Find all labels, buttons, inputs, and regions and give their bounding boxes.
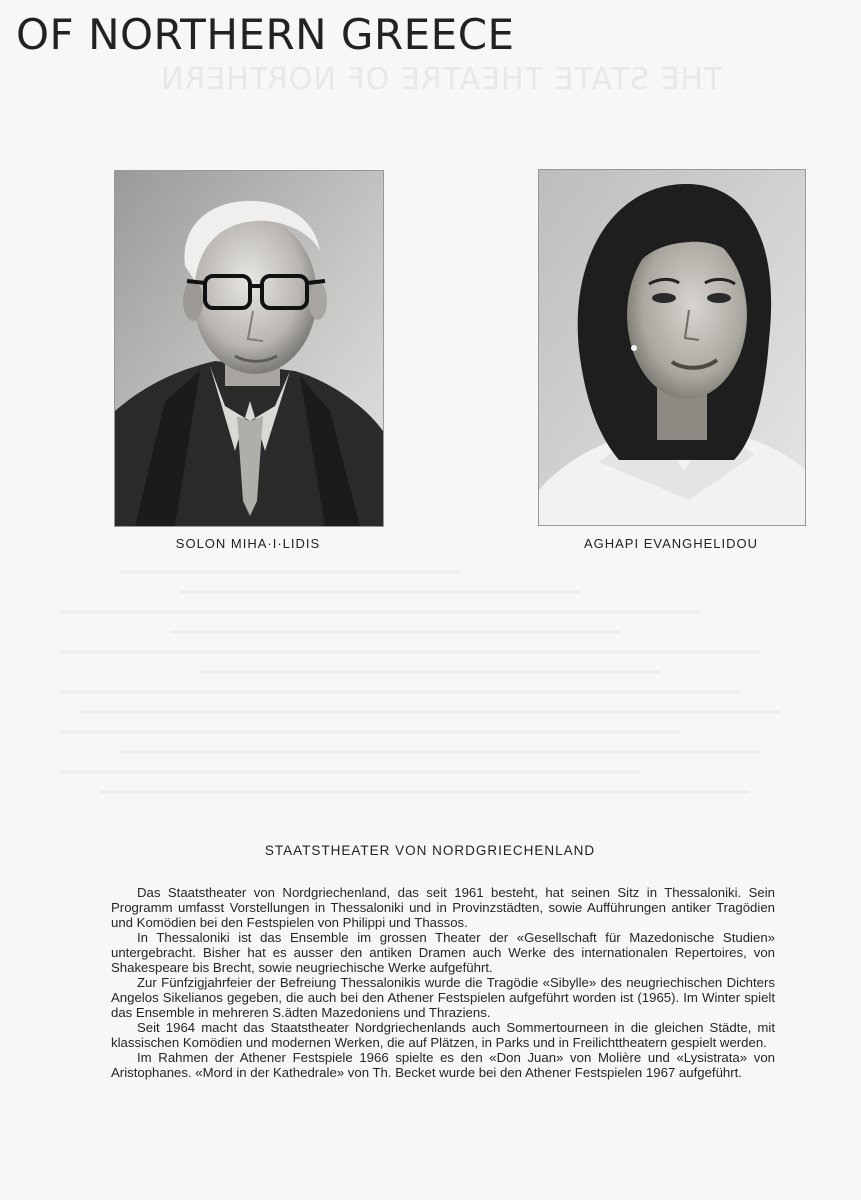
article-paragraph: Seit 1964 macht das Staatstheater Nordgriechenlands auch Sommertourneen in die gleichen Städte, mit klassischen Komödien und modernen Werken, die auf Plätzen, in Parks und in Freilichttheatern gespielt werden. (111, 1020, 775, 1050)
caption-solon-mihailidis: SOLON MIHA·I·LIDIS (175, 536, 321, 551)
article-body (111, 885, 775, 1080)
article-paragraph: Im Rahmen der Athener Festspiele 1966 spielte es den «Don Juan» von Molière und «Lysistrata» von Aristophanes. «Mord in der Kathedrale» von Th. Becket wurde bei den Athener Festspielen 1967 aufgeführt. (111, 1050, 775, 1080)
article-paragraph: In Thessaloniki ist das Ensemble im grossen Theater der «Gesellschaft für Mazedonische Studien» untergebracht. Bisher hat es ausser den antiken Dramen auch Werke des internationalen Repertoires, von Shakespeare bis Brecht, sowie neugriechische Werke aufgeführt. (111, 930, 775, 975)
article-paragraph: Zur Fünfzigjahrfeier der Befreiung Thessalonikis wurde die Tragödie «Sibylle» des neugriechischen Dichters Angelos Sikelianos gegeben, die auch bei den Athener Festspielen aufgeführt worden ist (1965). Im Winter spielt das Ensemble in mehreren S.ädten Mazedoniens und Thraziens. (111, 975, 775, 1020)
portrait-photo-solon-mihailidis (114, 170, 384, 527)
article-paragraph: Das Staatstheater von Nordgriechenland, das seit 1961 besteht, hat seinen Sitz in Thessaloniki. Sein Programm umfasst Vorstellungen in Thessaloniki und in Provinzstädten, sowie Aufführungen antiker Tragödien und Komödien bei den Festspielen von Philippi und Thassos. (111, 885, 775, 930)
show-through-text: THE STATE THEATRE OF NORTHERN (160, 62, 723, 97)
portrait-man-image (115, 171, 383, 526)
page-title: OF NORTHERN GREECE (16, 10, 515, 59)
section-heading: STAATSTHEATER VON NORDGRIECHENLAND (264, 843, 596, 858)
show-through-background (60, 560, 800, 820)
caption-aghapi-evanghelidou: AGHAPI EVANGHELIDOU (583, 536, 759, 551)
portrait-photo-aghapi-evanghelidou (538, 169, 806, 526)
portrait-woman-image (539, 170, 805, 525)
